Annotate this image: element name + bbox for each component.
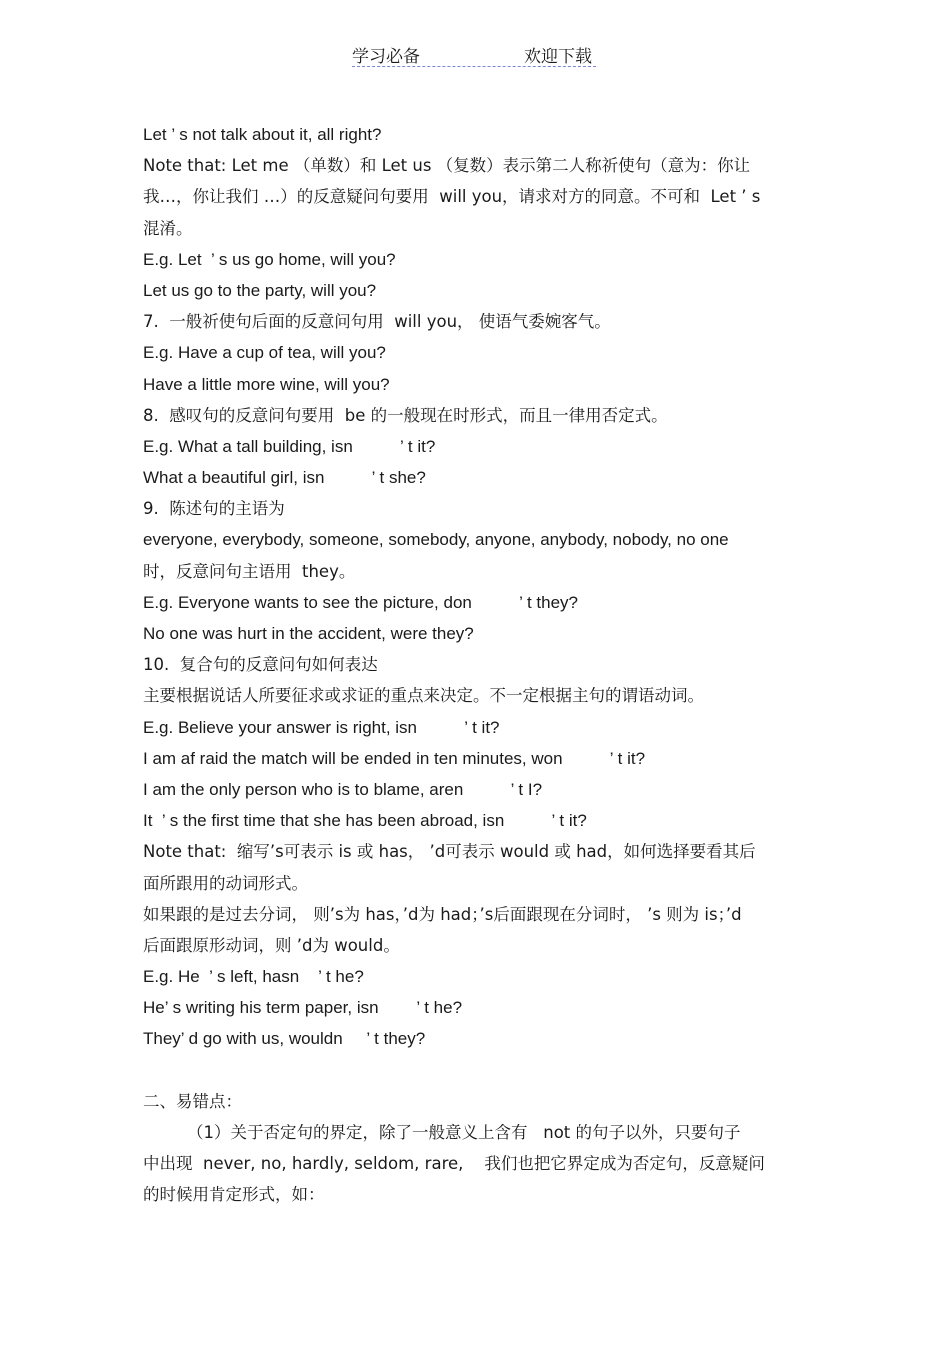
text-line: Let ’ s not talk about it, all right? — [143, 125, 382, 144]
text-line: Note that: 缩写’s可表示 is 或 has， ’d可表示 would 或 had，如何选择要看其后 — [143, 842, 756, 862]
text-line: 9. 陈述句的主语为 — [143, 499, 285, 519]
text-line: They’ d go with us, wouldn ’ t they? — [143, 1029, 426, 1049]
text-line: 中出现 never, no, hardly, seldom, rare, 我们也把它界定成为否定句，反意疑问 — [143, 1154, 765, 1173]
text-line: 如果跟的是过去分词， 则’s为 has，’d为 had；’s后面跟现在分词时， ’s 则为 is；’d — [143, 904, 742, 924]
text-line: E.g. Have a cup of tea, will you? — [143, 343, 386, 363]
text-line: 我…，你让我们 …）的反意疑问句要用 will you，请求对方的同意。不可和 Let ’ s — [143, 187, 761, 207]
text-line: 10. 复合句的反意问句如何表达 — [143, 655, 378, 675]
text-line: 后面跟原形动词，则 ’d为 would。 — [143, 935, 400, 955]
text-line: Note that: Let me （单数）和 Let us （复数）表示第二人称祈使句（意为：你让 — [143, 156, 751, 176]
blank-line — [143, 1055, 833, 1086]
text-line: 面所跟用的动词形式。 — [143, 873, 308, 893]
text-line: 8. 感叹句的反意问句要用 be 的一般现在时形式，而且一律用否定式。 — [143, 405, 668, 425]
document-body — [143, 119, 833, 1210]
text-line: No one was hurt in the accident, were they? — [143, 624, 474, 643]
text-line: 时，反意问句主语用 they。 — [143, 561, 356, 581]
text-line: E.g. What a tall building, isn ’ t it? — [143, 436, 436, 456]
header-left-text: 学习必备 — [352, 47, 420, 67]
text-line: 的时候用肯定形式，如： — [143, 1185, 325, 1205]
text-line: everyone, everybody, someone, somebody, anyone, anybody, nobody, no one — [143, 530, 729, 550]
text-line: 主要根据说话人所要征求或求证的重点来决定。不一定根据主句的谓语动词。 — [143, 686, 704, 706]
header-right-text: 欢迎下载 — [524, 47, 592, 67]
text-line: Let us go to the party, will you? — [143, 280, 377, 300]
text-line: E.g. Believe your answer is right, isn ’ t it? — [143, 717, 500, 737]
text-line: E.g. Everyone wants to see the picture, don ’ t they? — [143, 592, 578, 612]
text-line: He’ s writing his term paper, isn ’ t he? — [143, 998, 463, 1018]
text-line: E.g. He ’ s left, hasn ’ t he? — [143, 967, 364, 987]
section-heading: 二、易错点： — [143, 1091, 242, 1111]
text-line: （1）关于否定句的界定，除了一般意义上含有 not 的句子以外，只要句子 — [187, 1122, 741, 1142]
text-line: 混淆。 — [143, 218, 193, 238]
text-line: 7. 一般祈使句后面的反意问句用 will you， 使语气委婉客气。 — [143, 312, 611, 332]
text-line: What a beautiful girl, isn ’ t she? — [143, 468, 426, 488]
text-line: Have a little more wine, will you? — [143, 374, 390, 394]
text-line: I am af raid the match will be ended in ten minutes, won ’ t it? — [143, 748, 646, 768]
text-line: E.g. Let ’ s us go home, will you? — [143, 249, 396, 269]
page-header — [352, 40, 596, 67]
text-line: It ’ s the first time that she has been abroad, isn ’ t it? — [143, 811, 587, 831]
text-line: I am the only person who is to blame, aren ’ t I? — [143, 779, 543, 799]
